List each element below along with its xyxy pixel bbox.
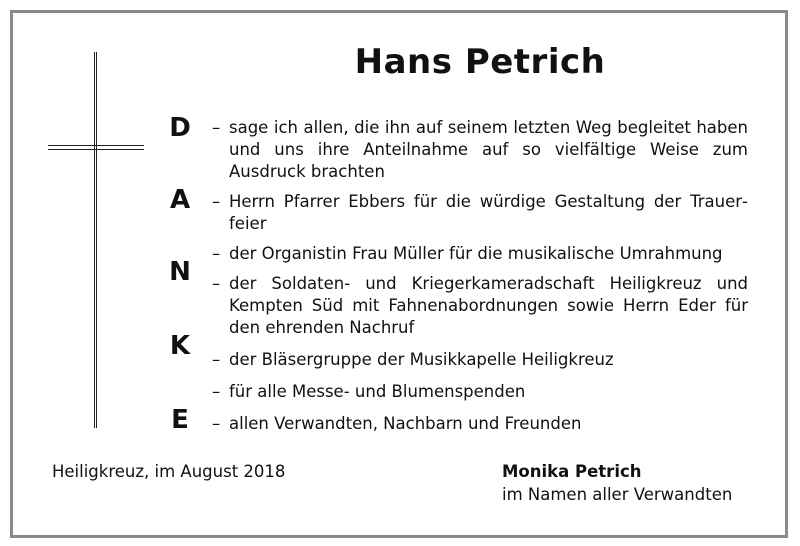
dash: – [212, 414, 221, 433]
thanks-item-text: der Organistin Frau Müller für die musikalische Umrahmung [229, 244, 723, 263]
dash: – [212, 350, 221, 369]
thanks-item-text: allen Verwandten, Nachbarn und Freunden [229, 414, 582, 433]
danke-letter-n: N [169, 257, 191, 287]
dash: – [212, 244, 221, 263]
signature-name: Monika Petrich [502, 462, 642, 481]
thanks-item-soldiers [212, 273, 748, 339]
signature-subtitle: im Namen aller Verwandten [502, 485, 733, 504]
cross-icon-vertical-bar [94, 52, 97, 428]
danke-letter-a: A [169, 185, 191, 215]
danke-letter-k: K [169, 331, 191, 361]
thanks-item-text: sage ich allen, die ihn auf seinem letzten Weg begleitet haben und uns ihre Anteilnahme auf so vielfältige Weise zum Ausdruck brachten [229, 118, 748, 181]
thanks-item-mourners [212, 117, 748, 183]
dash: – [212, 192, 221, 211]
thanks-item-text: Herrn Pfarrer Ebbers für die würdige Gestaltung der Trauerfeier [229, 192, 748, 233]
dash: – [212, 118, 221, 137]
danke-letter-e: E [171, 405, 189, 435]
cross-icon-horizontal-bar [48, 145, 144, 150]
thanks-item-pastor [212, 191, 748, 235]
danke-letter-d: D [169, 113, 191, 143]
dash: – [212, 274, 221, 293]
thanks-item-relatives [212, 413, 748, 435]
thanks-item-organist [212, 243, 748, 265]
thanks-item-donations [212, 381, 748, 403]
thanks-item-brass-band [212, 349, 748, 371]
place-date: Heiligkreuz, im August 2018 [52, 462, 286, 481]
thanks-item-text: für alle Messe- und Blumenspenden [229, 382, 526, 401]
dash: – [212, 382, 221, 401]
thanks-item-text: der Soldaten- und Kriegerkameradschaft Heiligkreuz und Kempten Süd mit Fahnenabordnungen sowie Herrn Eder für den ehrenden Nachruf [229, 274, 748, 337]
deceased-name-title: Hans Petrich [354, 42, 606, 82]
thanks-item-text: der Bläsergruppe der Musikkapelle Heiligkreuz [229, 350, 614, 369]
